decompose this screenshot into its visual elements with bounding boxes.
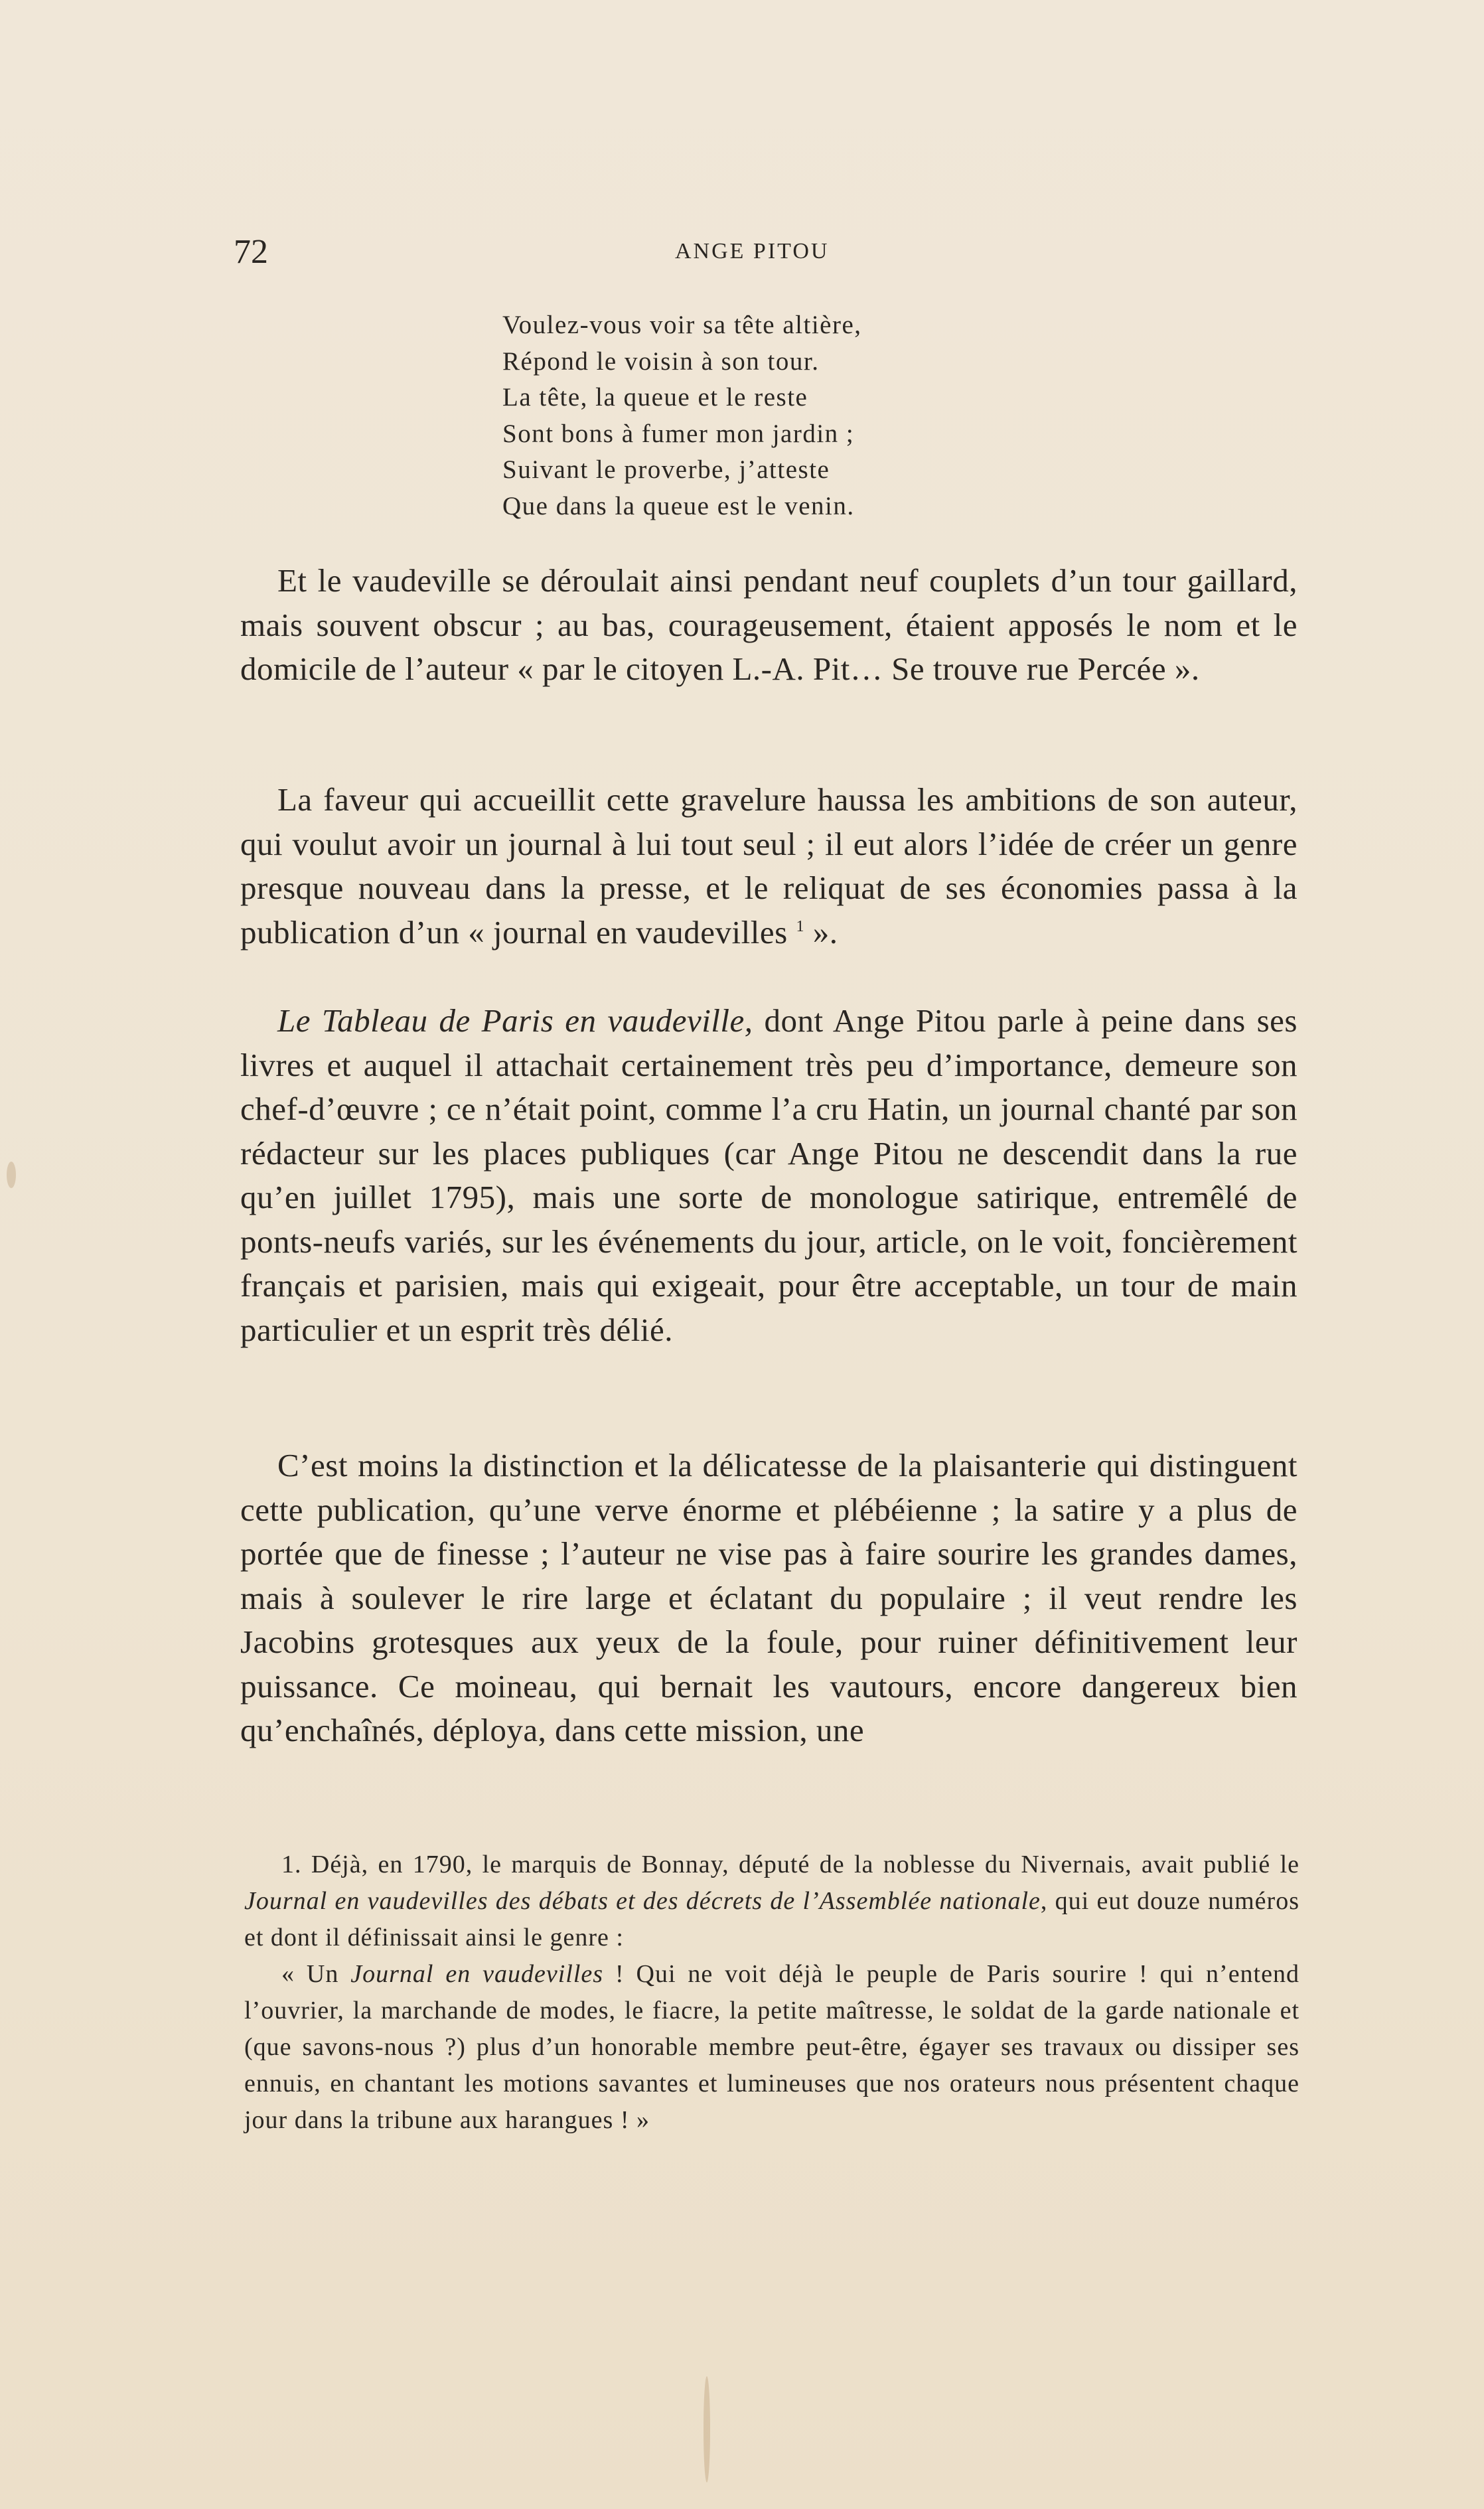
paragraph-text: Et le vaudeville se déroulait ainsi pendant neuf couplets d’un tour gaillard, mais souvent obscur ; au bas, courageusement, étaient apposés le nom et le domicile de l’auteur « par le citoyen L.-A. Pit… Se trouve rue Percée ». <box>240 562 1298 687</box>
footnotes <box>244 1847 1299 2139</box>
footnote-text: ! Qui ne voit déjà le peuple de Paris sourire ! qui n’entend l’ouvrier, la marchande de modes, le fiacre, la petite maîtresse, le soldat de la garde nationale et (que savons-nous ?) plus d’un honorable membre peut-être, égayer ses travaux ou dissiper ses ennuis, en chantant les motions savantes et lumineuses que nos orateurs nous présentent chaque jour dans la tribune aux harangues ! » <box>244 1960 1299 2134</box>
running-title: ANGE PITOU <box>675 239 830 264</box>
work-title: Le Tableau de Paris en vaudeville, <box>277 1002 753 1039</box>
paragraph <box>240 778 1298 954</box>
paragraph-text <box>240 778 1298 954</box>
footnote-number: 1. <box>281 1851 311 1878</box>
paragraph-text-end: ». <box>804 913 838 950</box>
page-number: 72 <box>234 233 268 271</box>
verse-line: La tête, la queue et le reste <box>502 383 808 412</box>
footnote <box>244 1847 1299 1956</box>
footnote-text: , qui eut douze numéros et dont il définissait ainsi le genre : <box>244 1887 1299 1951</box>
paragraph <box>240 999 1298 1352</box>
footnote-ref[interactable]: 1 <box>796 917 804 935</box>
verse-stanza <box>502 307 862 524</box>
verse-line: Suivant le proverbe, j’atteste <box>502 455 830 484</box>
paragraph-text: C’est moins la distinction et la délicatesse de la plaisanterie qui distinguent cette publication, qu’une verve énorme et plébéienne ; la satire y a plus de portée que de finesse ; l’auteur ne vise pas à faire sourire les grandes dames, mais à soulever le rire large et éclatant du populaire ; il veut rendre les Jacobins grotesques aux yeux de la foule, pour ruiner définitivement leur puissance. Ce moineau, qui bernait les vautours, encore dangereux bien qu’enchaînés, déploya, dans cette mission, une <box>240 1447 1298 1748</box>
footnote-text: « Un <box>281 1960 351 1988</box>
paragraph-text <box>240 999 1298 1352</box>
paragraph <box>240 1444 1298 1753</box>
page-header <box>234 232 1329 279</box>
paragraph-text-main: La faveur qui accueillit cette gravelure haussa les ambitions de son auteur, qui voulut avoir un journal à lui tout seul ; il eut alors l’idée de créer un genre presque nouveau dans la presse, et le reliquat de ses économies passa à la publication d’un « journal en vaudevilles <box>240 781 1298 950</box>
verse-line: Que dans la queue est le venin. <box>502 491 855 520</box>
verse-line: Sont bons à fumer mon jardin ; <box>502 419 855 448</box>
verse-line: Voulez-vous voir sa tête altière, <box>502 311 862 339</box>
verse-line: Répond le voisin à son tour. <box>502 346 820 376</box>
paragraph-text-rest: dont Ange Pitou parle à peine dans ses livres et auquel il attachait certainement très peu d’importance, demeure son chef-d’œuvre ; ce n’était point, comme l’a cru Hatin, un journal chanté par son rédacteur sur les places publiques (car Ange Pitou ne descendit dans la rue qu’en juillet 1795), mais une sorte de monologue satirique, entremêlé de ponts-neufs variés, sur les événements du jour, article, on le voit, foncièrement français et parisien, mais qui exigeait, pour être acceptable, un tour de main particulier et un esprit très délié. <box>240 1002 1298 1348</box>
paper-stain <box>704 2376 710 2482</box>
footnote-quote <box>244 1956 1299 2139</box>
paper-stain <box>7 1162 16 1188</box>
footnote-text: Déjà, en 1790, le marquis de Bonnay, député de la noblesse du Nivernais, avait publié le <box>311 1851 1299 1878</box>
paragraph <box>240 559 1298 692</box>
footnote-work-title: Journal en vaudevilles <box>350 1960 604 1988</box>
footnote-work-title: Journal en vaudevilles des débats et des décrets de l’Assemblée nationale <box>244 1887 1041 1915</box>
